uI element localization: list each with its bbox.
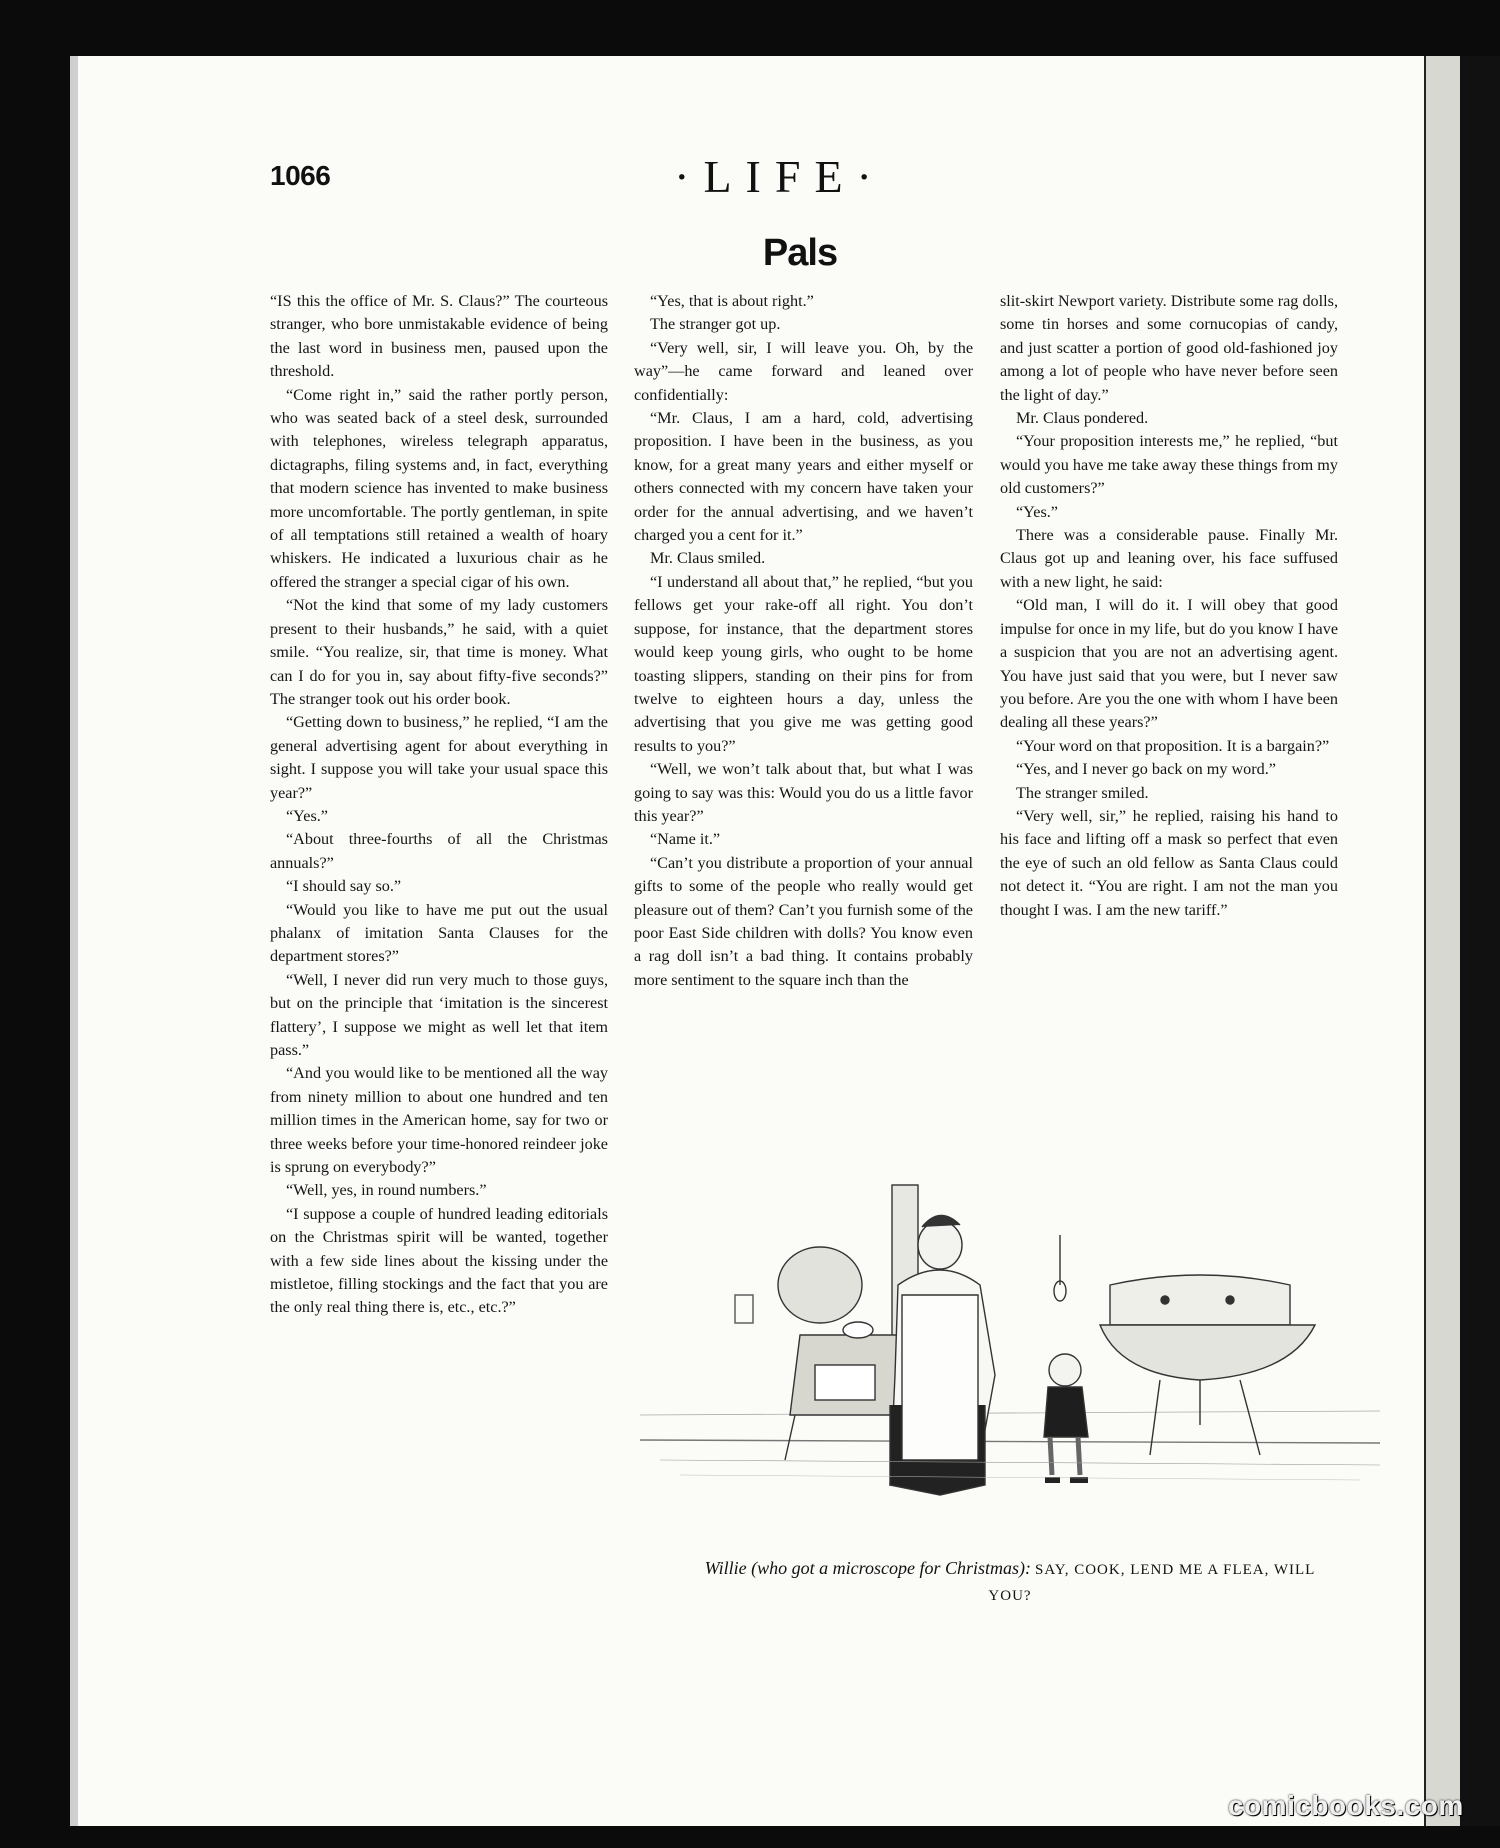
page-spine bbox=[1424, 56, 1462, 1826]
article-title: Pals bbox=[762, 232, 838, 274]
article-paragraph: “I should say so.” bbox=[286, 877, 402, 896]
article-paragraph: There was a considerable pause. Finally Mr. Claus got up and leaning over, his face suffused with a new light, he said: bbox=[1000, 526, 1338, 591]
caption-speaker: Willie (who got a microscope for Christmas): bbox=[704, 1558, 1031, 1578]
article-paragraph: Mr. Claus pondered. bbox=[1016, 409, 1149, 428]
article-paragraph: “Come right in,” said the rather portly person, who was seated back of a steel desk, surrounded with telephones, wireless telegraph apparatus, dictagraphs, filing systems and, in fact, everything that modern science has invented to make business more uncomfortable. The portly gentleman, in spite of all temptations still retained a wealth of hoary whiskers. He indicated a luxurious chair as he offered the stranger a special cigar of his own. bbox=[270, 385, 608, 591]
next-page-edge bbox=[1460, 56, 1500, 1826]
caption-line: SAY, COOK, LEND ME A FLEA, WILL YOU? bbox=[988, 1562, 1316, 1604]
article-paragraph: The stranger got up. bbox=[650, 315, 781, 334]
article-paragraph: “I understand all about that,” he replied, “but you fellows get your rake-off all right. You don’t suppose, for instance, that the department stores would keep young girls, who ought to be home toasting slippers, standing on their pins for from twelve to eighteen hours a day, unless the advertising that you give me was getting good results to you?” bbox=[634, 572, 973, 755]
article-paragraph: “Yes.” bbox=[286, 806, 328, 825]
article-paragraph: “Your proposition interests me,” he replied, “but would you have me take away these things from my old customers?” bbox=[1000, 432, 1338, 498]
article-paragraph: Mr. Claus smiled. bbox=[650, 549, 766, 568]
article-paragraph: “Old man, I will do it. I will obey that good impulse for once in my life, but do you know I have a suspicion that you are not an advertising agent. You have just said that you were, but I never saw you before. Are you the one with whom I have been dealing all these years?” bbox=[1000, 596, 1338, 732]
watermark: comicbooks.com bbox=[1228, 1790, 1464, 1821]
article-paragraph: slit-skirt Newport variety. Distribute some rag dolls, some tin horses and some cornucopias of candy, and just scatter a portion of good old-fashioned joy among a lot of people who have never before seen the light of day.” bbox=[1000, 292, 1338, 404]
article-column-3 bbox=[1000, 290, 1338, 922]
article-paragraph: “About three-fourths of all the Christmas annuals?” bbox=[270, 830, 608, 872]
masthead: ·LIFE· bbox=[674, 151, 886, 202]
cartoon-illustration bbox=[640, 1175, 1380, 1525]
article-column-1 bbox=[270, 290, 608, 1320]
article-paragraph: “Very well, sir, I will leave you. Oh, by the way”—he came forward and leaned over confidentially: bbox=[634, 338, 973, 404]
article-paragraph: “Yes.” bbox=[1016, 502, 1058, 521]
article-paragraph: “Yes, that is about right.” bbox=[650, 292, 814, 310]
article-paragraph: “Your word on that proposition. It is a bargain?” bbox=[1016, 736, 1330, 755]
article-paragraph: “I suppose a couple of hundred leading editorials on the Christmas spirit will be wanted, together with a few side lines about the kissing under the mistletoe, filling stockings and the fact that you are the only real thing there is, etc., etc.?” bbox=[270, 1204, 608, 1317]
article-paragraph: “And you would like to be mentioned all the way from ninety million to about one hundred and ten million times in the American home, say for two or three weeks before your time-honored reindeer joke is sprung on everybody?” bbox=[270, 1064, 608, 1177]
article-paragraph: “Very well, sir,” he replied, raising his hand to his face and lifting off a mask so perfect that even the eye of such an old fellow as Santa Claus could not detect it. “You are right. I am not the man you thought I was. I am the new tariff.” bbox=[1000, 806, 1338, 919]
article-paragraph: “Well, we won’t talk about that, but what I was going to say was this: Would you do us a little favor this year?” bbox=[634, 760, 973, 825]
article-paragraph: “IS this the office of Mr. S. Claus?” The courteous stranger, who bore unmistakable evidence of being the last word in business men, paused upon the threshold. bbox=[270, 292, 608, 381]
article-paragraph: “Getting down to business,” he replied, “I am the general advertising agent for about everything in sight. I suppose you will take your usual space this year?” bbox=[270, 713, 608, 802]
cartoon-caption bbox=[690, 1555, 1330, 1609]
article-paragraph: The stranger smiled. bbox=[1016, 783, 1149, 802]
article-paragraph: “Mr. Claus, I am a hard, cold, advertising proposition. I have been in the business, as you know, for a great many years and either myself or others connected with my concern have taken your order for the annual advertising, and we haven’t charged you a cent for it.” bbox=[634, 409, 973, 545]
article-paragraph: “Name it.” bbox=[650, 830, 721, 849]
article-paragraph: “Can’t you distribute a proportion of your annual gifts to some of the people who really would get pleasure out of them? Can’t you furnish some of the poor East Side children with dolls? You know even a rag doll isn’t a bad thing. It contains probably more sentiment to the square inch than the bbox=[634, 853, 973, 989]
article-column-2 bbox=[634, 290, 973, 992]
article-paragraph: “Well, yes, in round numbers.” bbox=[286, 1181, 487, 1200]
page-number: 1066 bbox=[270, 160, 331, 191]
article-paragraph: “Well, I never did run very much to those guys, but on the principle that ‘imitation is the sincerest flattery’, I suppose we might as well let that item pass.” bbox=[270, 970, 608, 1059]
article-paragraph: “Not the kind that some of my lady customers present to their husbands,” he said, with a quiet smile. “You realize, sir, that time is money. What can I do for you in, say about fifty-five seconds?” The stranger took out his order book. bbox=[270, 596, 608, 708]
article-paragraph: “Would you like to have me put out the usual phalanx of imitation Santa Clauses for the department stores?” bbox=[270, 900, 608, 966]
article-paragraph: “Yes, and I never go back on my word.” bbox=[1016, 760, 1276, 779]
